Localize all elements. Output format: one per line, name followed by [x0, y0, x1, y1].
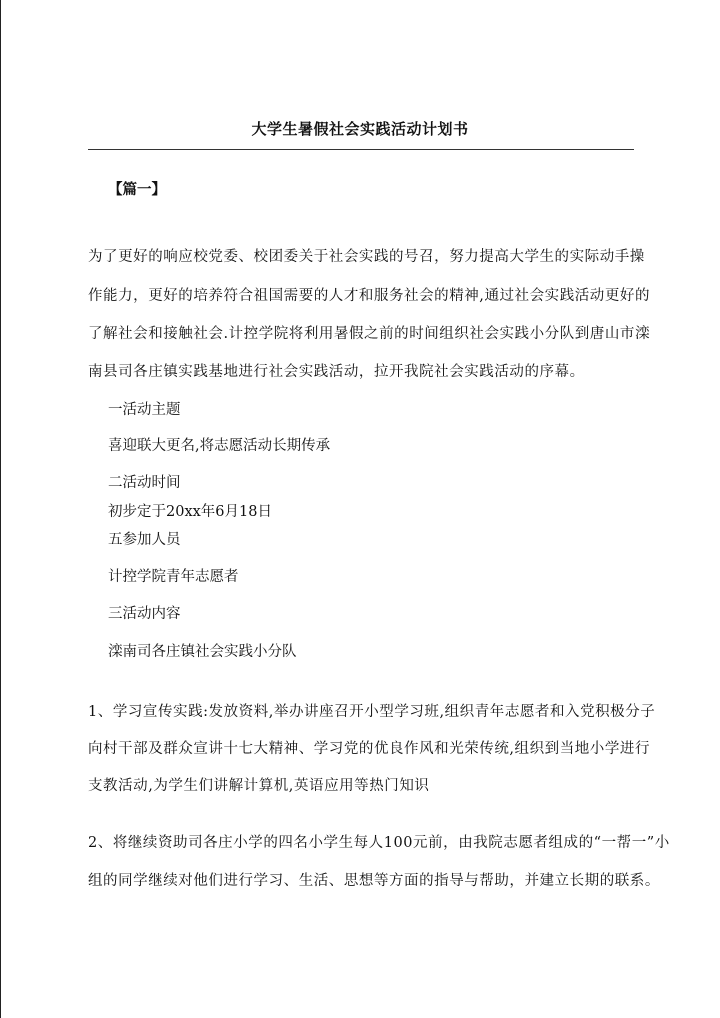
title-underline — [88, 149, 634, 150]
item-1-line: 1、学习宣传实践:发放资料,举办讲座召开小型学习班,组织青年志愿者和入党积极分子 — [88, 704, 656, 720]
intro-line: 作能力，更好的培养符合祖国需要的人才和服务社会的精神,通过社会实践活动更好的 — [88, 288, 651, 304]
intro-line: 为了更好的响应校党委、校团委关于社会实践的号召，努力提高大学生的实际动手操 — [88, 249, 645, 265]
page-edge — [0, 0, 1, 1018]
item-1-line: 支教活动,为学生们讲解计算机,英语应用等热门知识 — [88, 778, 430, 794]
section-heading: 三活动内容 — [108, 606, 181, 622]
section-content: 初步定于20xx年6月18日 — [108, 504, 272, 520]
item-1-line: 向村干部及群众宣讲十七大精神、学习党的优良作风和光荣传统,组织到当地小学进行 — [88, 741, 651, 757]
section-heading: 二活动时间 — [108, 475, 181, 491]
section-content: 计控学院青年志愿者 — [108, 569, 239, 585]
document-title: 大学生暑假社会实践活动计划书 — [251, 120, 469, 138]
section-heading: 一活动主题 — [108, 402, 181, 418]
section-label: 【篇一】 — [108, 181, 166, 198]
intro-line: 南县司各庄镇实践基地进行社会实践活动，拉开我院社会实践活动的序幕。 — [88, 364, 585, 380]
section-content: 喜迎联大更名,将志愿活动长期传承 — [108, 438, 331, 454]
intro-line: 了解社会和接触社会.计控学院将利用暑假之前的时间组织社会实践小分队到唐山市滦 — [88, 326, 651, 342]
item-2-line: 2、将继续资助司各庄小学的四名小学生每人100元前，由我院志愿者组成的“一帮一”小 — [88, 835, 670, 851]
section-content: 滦南司各庄镇社会实践小分队 — [108, 644, 297, 660]
item-2-line: 组的同学继续对他们进行学习、生活、思想等方面的指导与帮助，并建立长期的联系。 — [88, 873, 660, 889]
section-heading: 五参加人员 — [108, 532, 181, 548]
